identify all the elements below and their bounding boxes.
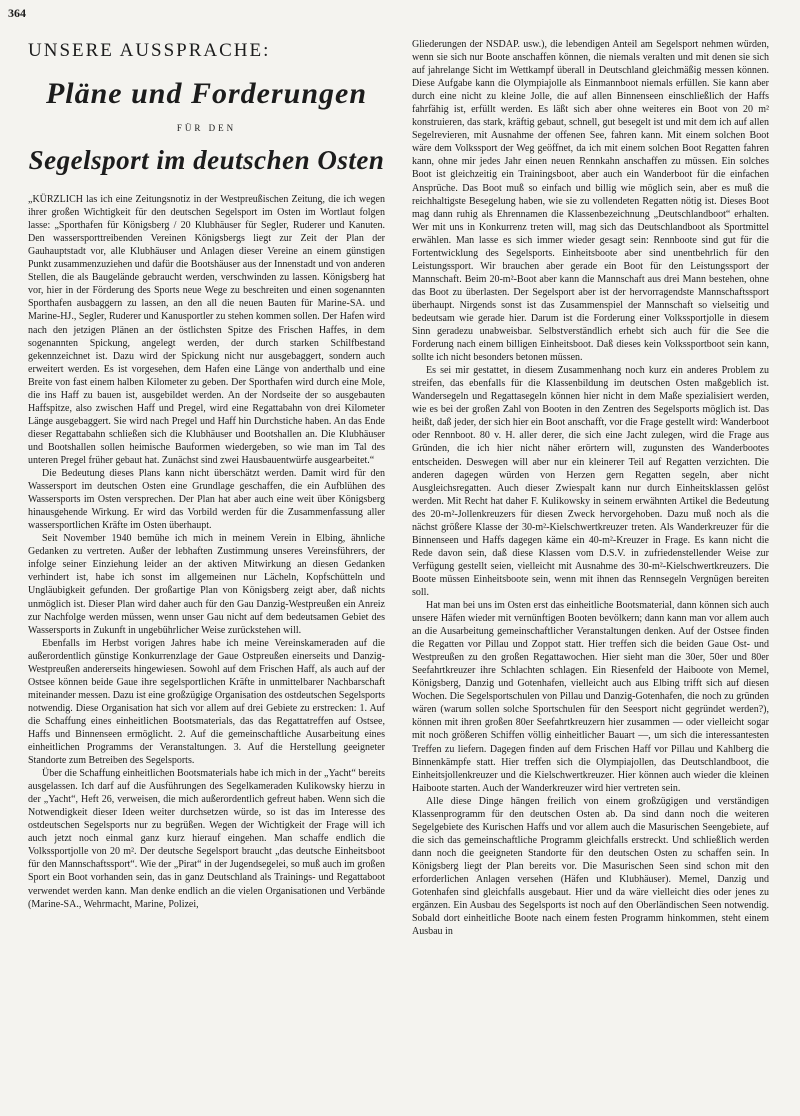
article-subtitle: Segelsport im deutschen Osten [28,145,385,176]
paragraph: Die Bedeutung dieses Plans kann nicht überschätzt werden. Damit wird für den Wassersport im deutschen Osten eine Grundlage geschaffen, die ein Aufblühen des Wassersports im Osten versprechen. Der Plan hat aber auch eine weit über Königsberg hinausgehende Wirkung. Er wird das Vorbild werden für die Zusammenfassung aller wassersportlichen Kräfte im Osten überhaupt. [28,468,385,532]
paragraph: Hat man bei uns im Osten erst das einheitliche Bootsmaterial, dann können sich auch unsere Häfen wieder mit vernünftigen Booten bevölkern; dann kann man vor allem auch an die Ausarbeitung gemeinschaftlicher Veranstaltungen denken. Auf der Ostsee finden die Regatten vor Pillau und Zoppot statt. Hier treffen sich die beiden Gaue Ost- und Westpreußen zu den großen Regattawochen. Hier sieht man die 30er, 50er und 80er Seefahrtkreuzer ihre Schlachten schlagen. Ein Riesenfeld der Haiboote von Memel, Königsberg, Danzig und Gotenhafen, vielleicht auch aus Elbing trifft sich auf diesen Wochen. Die Segelsportschulen von Pillau und Danzig-Gotenhafen, die noch zu gründen wären (warum sollen solche Sportschulen für den Seesport nicht gegründet werden?), können mit ihren großen 80er Seefahrtkreuzern hier zusammen — oder vielleicht sogar mit noch größeren Schiffen völlig einheitlicher Bauart —, um sich die interessantesten Treffen zu liefern. Dagegen finden auf dem Frischen Haff vor Pillau und Kahlberg die Binnenkämpfe statt. Hier treffen sich die Olympiajollen, das Deutschlandboot, die Einheitsjollenkreuzer und die Kielschwertkreuzer. Hier können auch wieder die kleinen Haiboote starten. Auch der Wanderkreuzer wird hier vertreten sein. [412,600,769,794]
left-column-body [28,193,385,911]
paragraph: Alle diese Dinge hängen freilich von einem großzügigen und verständigen Klassenprogramm für den deutschen Osten ab. Da sind dann noch die weiteren Segelgebiete des Kurischen Haffs und vor allem auch die Masurischen Seengebiete, auf die sich das gemeinschaftliche Programm gleichfalls erstreckt. Und schließlich werden dann noch die geeigneten Standorte für den deutschen Osten zu schaffen sein. In Königsberg liegt der Plan bereits vor. Die Masurischen Seen sind schon mit den erforderlichen Anlagen versehen (Häfen und Klubhäuser). Memel, Danzig und Gotenhafen sind gleichfalls ausgebaut. Hier und da wäre vielleicht dies oder jenes zu ergänzen. Ein Ausbau des Segelsports ist noch auf den Oberländischen Seen notwendig. Sobald dort einheitliche Boote nach einem festen Programm hinkommen, steht einem Ausbau in [412,795,769,938]
article-title-connector: FÜR DEN [176,123,237,133]
right-column [412,38,769,938]
section-kicker: UNSERE AUSSPRACHE: [28,40,271,61]
left-column [28,40,385,911]
page-number: 364 [8,6,26,20]
paragraph: Ebenfalls im Herbst vorigen Jahres habe ich meine Vereinskameraden auf die außerordentlich günstige Konkurrenzlage der Gaue Ostpreußen einerseits und Danzig-Westpreußen andererseits hingewiesen. Sowohl auf dem Frischen Haff, als auch auf der Ostsee können beide Gaue ihre segelsportlichen Kräfte in unmittelbarer Nachbarschaft miteinander messen. Dazu ist eine großzügige Organisation des ostdeutschen Segelsports notwendig. Diese Organisation hat sich vor allem auf drei Gebiete zu erstrecken: 1. Auf die Schaffung eines einheitlichen Bootsmaterials, das das Regattatreffen auf Ostsee, Haffs und Binnenseen ermöglicht. 2. Auf die gemeinschaftliche Ausarbeitung eines einheitlichen Programms der Veranstaltungen. 3. Auf die Herstellung geeigneter Standorte zum Betreiben des Segelsports. [28,637,385,767]
paragraph: Seit November 1940 bemühe ich mich in meinem Verein in Elbing, ähnliche Gedanken zu vertreten. Außer der lebhaften Zustimmung unseres Vereinsführers, der infolge seiner Einziehung leider an der aktiven Mitwirkung an diesen Gedanken verhindert ist, habe ich sonst im allgemeinen nur Lächeln, Kopfschütteln und Ungläubigkeit gefunden. Der großartige Plan von Königsberg zeigt aber, daß nichts unmöglich ist. Dieser Plan wird daher auch für den Gau Danzig-Westpreußen ein Anreiz zur Nachfolge werden müssen, wenn unser Gau nicht auf dem bedeutsamen Gebiet des Wassersports in Zukunft in ungebührlicher Weise zurückstehen will. [28,533,385,636]
paragraph: Über die Schaffung einheitlichen Bootsmaterials habe ich mich in der „Yacht“ bereits ausgelassen. Ich darf auf die Ausführungen des Segelkameraden Kulikowsky hierzu in der „Yacht“, Heft 26, verweisen, die mich außerordentlich gefreut haben. Wenn sich die Notwendigkeit dieser Ideen weiter durchsetzen würde, so ist das im Interesse des ostdeutschen Segelsports nur zu begrüßen. Wegen der Wichtigkeit der Frage will ich auch jetzt noch einmal ganz kurz hierauf eingehen. Man schaffe endlich die Volkssportjolle von 20 m². Der deutsche Segelsport braucht „das deutsche Einheitsboot für den Mannschaftssport“. Wie der „Pirat“ in der Jugendsegelei, so muß auch im großen Sport ein Boot vorhanden sein, das in ganz Deutschland als Trainings- und Regattaboot verwendet werden kann. Man denke endlich an die vielen Organisationen und Verbände (Marine-SA., Wehrmacht, Marine, Polizei, [28,768,385,910]
paragraph: Es sei mir gestattet, in diesem Zusammenhang noch kurz ein anderes Problem zu streifen, das ebenfalls für die Klassenbildung im deutschen Osten maßgeblich ist. Wandersegeln und Regattasegeln können hier nicht in dem Maße spezialisiert werden, wie es bei der großen Zahl von Booten in den Zentren des Segelsports möglich ist. Das heißt, daß jeder, der sich hier ein Boot anschafft, vor die Frage gestellt wird: Wanderboot oder Rennboot. 80 v. H. aller derer, die sich eine Jacht zulegen, wird die Frage aus Gründen, die ich hier nicht näher erörtern will, zugunsten des Wanderbootes entscheiden. Deswegen will aber nur ein kleinerer Teil auf Regatten verzichten. Die anderen dagegen würden von Herzen gern Regatten segeln, aber nicht Ausgleichsregatten. Auch dieser Zwiespalt kann nur durch Einheitsklassen gelöst werden. Mit Recht hat daher F. Kulikowsky in seinem erwähnten Artikel die Bedeutung des 20-m²-Jollenkreuzers für diesen Zweck hervorgehoben. Dazu muß noch als die nächst größere Klasse der 30-m²-Kielschwertkreuzer treten. Als Wanderkreuzer für die Binnenseen und Haffs dagegen käme ein 40-m²-Kreuzer in Frage. Es kann nicht die Rede davon sein, daß diese Klassen vom D.S.V. in zufriedenstellender Weise zur Verfügung gestellt seien, vielleicht mit Ausnahme des 30-m²-Kielschwertkreuzers. Die Boote müssen Einheitsboote sein, wenn mit ihnen das Rennsegeln Vergnügen bereiten soll. [412,365,769,598]
paragraph: „KÜRZLICH las ich eine Zeitungsnotiz in der Westpreußischen Zeitung, die ich wegen ihrer großen Wichtigkeit für den deutschen Segelsport im Osten im Wortlaut folgen lasse: „Sporthafen für Königsberg / 20 Klubhäuser für Segler, Ruderer und Kanuten. Den wassersporttreibenden Vereinen Königsbergs liegt zur Zeit der Plan der Gauhauptstadt vor, alle Klubhäuser und Anlagen dieser Vereine an einem günstigen Punkt zusammenzuziehen und dafür die Bootshäuser aus der Innenstadt und von anderen Stellen, die als Baugelände gebraucht werden, verschwinden zu lassen. Königsberg hat vor, hier in der Förderung des Sports neue Wege zu beschreiten und einen sogenannten Sporthafen ausbaggern zu lassen, an den all die neuen Bauten für Marine-SA. und Marine-HJ., Segler, Ruderer und Kanusportler zu stehen kommen sollen. Der Hafen wird nach den jetzigen Plänen an der östlichsten Spitze des Frischen Haffes, in dem sogenannten Spickung, angelegt werden, der durch starken Schilfbestand gekennzeichnet ist. Dazu wird der Spickung nicht nur ausgebaggert, sondern auch erweitert werden. Es ist vorgesehen, dem Hafen eine Länge von anderthalb und eine Breite von fast einem halben Kilometer zu geben. Der Sporthafen wird durch eine Mole, die ins Haff zu bauen ist, ausgebildet werden. An der Nordseite der so ausgebauten Haffspitze, also zwischen Haff und Pregel, wird eine Regattabahn von drei Kilometer Länge ausgebaggert. Sie wird nach Pregel und Haff hin Durchstiche haben. An das Ende dieser Regattabahn schließen sich die Klubhäuser und Bootshallen an. Die Klubhäuser und Bootshallen sollen heimische Bauformen wiedergeben, so wie man im Tal des unteren Pregel früher gebaut hat. Zunächst sind zwei Hausbauentwürfe ausgearbeitet.“ [28,194,385,466]
article-title: Pläne und Forderungen [45,77,368,110]
paragraph: Gliederungen der NSDAP. usw.), die lebendigen Anteil am Segelsport nehmen würden, wenn sie sich nur Boote anschaffen können, die niemals veralten und mit denen sie sich auf jahrelange Sicht im Wettkampf überall in Deutschland gleichmäßig messen können. Diese Aufgabe kann die Olympiajolle als Einmannboot niemals erfüllen. Sie kann aber durch eine nicht zu kleine Jolle, die auf allen Binnenseen einschließlich der Haffs fahrfähig ist, erfüllt werden. Es läßt sich aber ohne weiteres ein Boot von 20 m² konstruieren, das stark, kräftig gebaut, schnell, gut besegelt ist und mit dem ich auf allen Segelrevieren, mit Ausnahme der offenen See, fahren kann. Mit einem solchen Boot wäre dem Volkssport der Weg geöffnet, da ich mit einem solchen Boot Regatten fahren kann, ohne mir jedes Jahr einen neuen Rennkahn anschaffen zu müssen. Ein solches Boot ist gleichzeitig ein Trainingsboot, aber auch ein Wanderboot für die einfachen Ansprüche. Das Boot muß so einfach und billig wie möglich sein, aber es muß die reichhaltigste Besegelung haben, wie sie zu vollendeten Regatten nötig ist. Dieses Boot mag dann ruhig als Ehrennamen die Klassenbezeichnung „Deutschlandboot“ erhalten. Wer mit uns in Konkurrenz treten will, mag sich das Deutschlandboot als Sportmittel erwählen. Man lasse es sich immer wieder gesagt sein: Rennboote sind gut für die Fortentwicklung des Segelsports. Einheitsboote aber sind unentbehrlich für den Leistungssport. Wir brauchen aber gerade ein Boot für den Leistungssport der Mannschaft. Beim 20-m²-Boot aber kann die Mannschaft aus drei Mann bestehen, ohne das Boot zu überlasten. Der Segelsport aber ist der hervorragendste Mannschaftssport überhaupt. Nirgends sonst ist das Zusammenspiel der Mannschaft so vielseitig und bedeutsam wie gerade hier. Darum ist die Forderung einer Volkssportjolle in diesem Sinn geradezu unabweisbar. Selbstverständlich erhebt sich auch für die See die Forderung nach einem billigen Einheitsboot. Daß dieses kein Volkssportboot sein kann, sollte ich nicht besonders betonen müssen. [412,39,769,364]
